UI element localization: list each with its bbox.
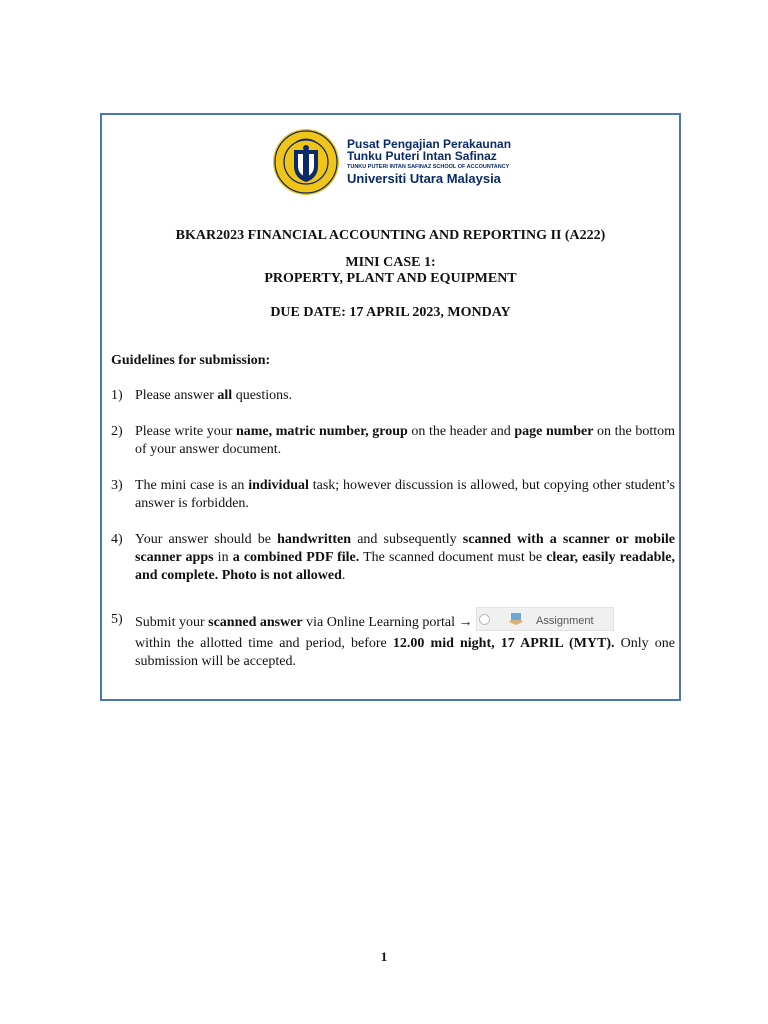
logo-line-2: Tunku Puteri Intan Safinaz [347, 149, 497, 163]
item-number: 5) [111, 612, 123, 627]
guideline-item: 4) Your answer should be handwritten and subsequently scanned with a scanner or mobile scanner apps in a combined PDF file. The scanned document must be clear, easily readable, and complete. Photo is not allowed. [111, 532, 675, 583]
document-frame [100, 113, 681, 701]
logo-line-3: TUNKU PUTERI INTAN SAFINAZ SCHOOL OF ACCOUNTANCY [347, 164, 510, 170]
course-title: BKAR2023 FINANCIAL ACCOUNTING AND REPORTING II (A222) [175, 228, 606, 243]
item-number: 3) [111, 478, 123, 493]
page-number: 1 [380, 949, 388, 964]
guideline-item: 1) Please answer all questions. [111, 388, 293, 403]
logo-line-4: Universiti Utara Malaysia [347, 171, 501, 186]
case-title-line-2: PROPERTY, PLANT AND EQUIPMENT [264, 271, 517, 286]
case-title-line-1: MINI CASE 1: [345, 255, 436, 270]
university-seal-icon [272, 128, 340, 196]
assignment-badge [476, 607, 614, 631]
logo-text [347, 138, 511, 186]
assignment-label: Assignment [536, 615, 594, 627]
guidelines-title: Guidelines for submission: [111, 353, 271, 368]
due-date: DUE DATE: 17 APRIL 2023, MONDAY [270, 305, 511, 320]
item-number: 2) [111, 424, 123, 439]
logo-line-1: Pusat Pengajian Perakaunan [347, 137, 512, 151]
assignment-icon [507, 611, 525, 626]
item-number: 1) [111, 388, 123, 403]
school-logo [272, 128, 512, 198]
item-number: 4) [111, 532, 123, 547]
guideline-item: 5) Submit your scanned answer via Online Learning portal → Assignment within the allotted time and period, before 12.00 mid night, 17 APRIL (MYT). Only one submission will be accepted. [111, 611, 675, 671]
guideline-item: 3) The mini case is an individual task; however discussion is allowed, but copying other student’s answer is forbidden. [111, 478, 675, 511]
guideline-item: 2) Please write your name, matric number, group on the header and page number on the bottom of your answer document. [111, 424, 675, 457]
radio-circle-icon [479, 614, 490, 625]
